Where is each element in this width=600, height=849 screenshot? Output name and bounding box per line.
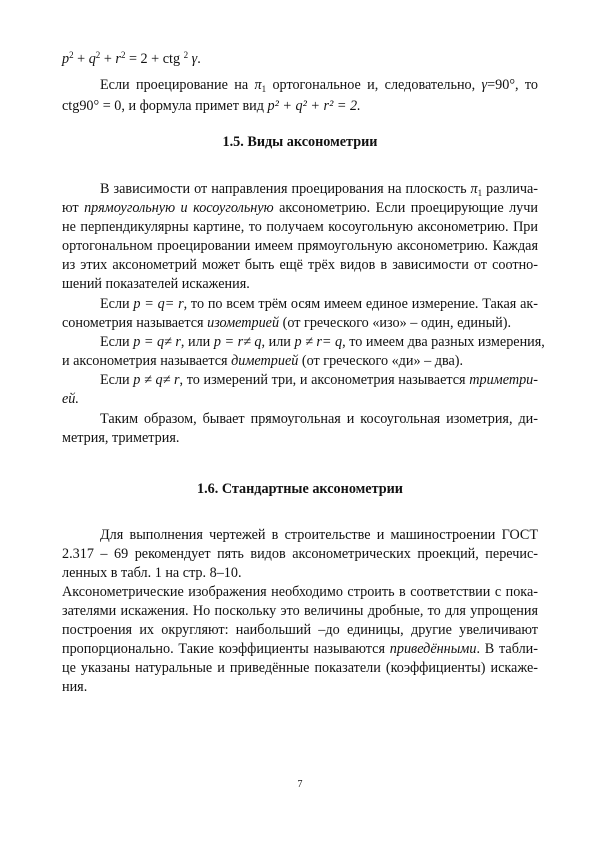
intro-line-1 bbox=[100, 76, 538, 95]
s16-p2-line-3: построения их округляют: наибольший –до единицы, другие увеличивают bbox=[62, 622, 538, 638]
text: Если bbox=[100, 372, 134, 388]
pi: π bbox=[254, 77, 262, 93]
italic-term: p ≠ r= q bbox=[294, 334, 343, 350]
s15-p3-line-2 bbox=[62, 352, 538, 371]
italic-term: p = q= r bbox=[133, 296, 184, 312]
intro-line-2 bbox=[62, 97, 538, 116]
text: ортогональное и, следовательно, bbox=[266, 77, 482, 93]
italic-term: ей. bbox=[62, 391, 79, 407]
s15-p1-line-1 bbox=[100, 180, 538, 199]
s16-p2-line-5: це указаны натуральные и приведённые показатели (коэффициенты) искаже- bbox=[62, 660, 538, 676]
exp-2: 2 bbox=[183, 50, 189, 60]
italic-term: триметри- bbox=[469, 372, 539, 388]
text: Если bbox=[100, 334, 134, 350]
gamma: γ bbox=[481, 77, 488, 93]
text: , то имеем два разных измерения, bbox=[342, 334, 545, 350]
plus: + bbox=[73, 51, 89, 67]
italic-term: приведёнными bbox=[389, 641, 477, 657]
text: =90°, то bbox=[487, 77, 538, 93]
text: . В табли- bbox=[476, 641, 538, 657]
text: Если проецирование на bbox=[100, 77, 255, 93]
italic-term: прямоугольную и косоугольную bbox=[84, 200, 274, 216]
text: , или bbox=[180, 334, 214, 350]
italic-term: p ≠ q≠ r bbox=[133, 372, 180, 388]
text: (от греческого «ди» – два). bbox=[298, 353, 464, 369]
text: сонометрия называется bbox=[62, 315, 208, 331]
section-1-5-heading: 1.5. Виды аксонометрии bbox=[222, 134, 378, 150]
text: различа- bbox=[482, 181, 538, 197]
italic-term: p = q≠ r bbox=[133, 334, 181, 350]
formula-q: q bbox=[88, 51, 96, 67]
s16-p2-line-4 bbox=[62, 640, 538, 659]
exp-2: 2 bbox=[120, 50, 126, 60]
exp-2: 2 bbox=[95, 50, 101, 60]
pi: π bbox=[470, 181, 478, 197]
text: и аксонометрия называется bbox=[62, 353, 232, 369]
text: , или bbox=[261, 334, 295, 350]
s16-p2-line-1: Аксонометрические изображения необходимо строить в соответствии с пока- bbox=[62, 584, 538, 600]
s15-p2-line-1 bbox=[100, 295, 538, 314]
s16-p2-line-6: ния. bbox=[62, 679, 88, 695]
italic-term: диметрией bbox=[231, 353, 299, 369]
dot: . bbox=[197, 51, 201, 67]
s16-p1-line-1: Для выполнения чертежей в строительстве и машиностроении ГОСТ bbox=[100, 527, 538, 543]
s15-p4-line-2 bbox=[62, 390, 538, 409]
s15-p5-line-1: Таким образом, бывает прямоугольная и косоугольная изометрия, ди- bbox=[100, 411, 538, 427]
text: (от греческого «изо» – один, единый). bbox=[279, 315, 511, 331]
s15-p1-line-5: из этих аксонометрий может быть ещё трёх видов в зависимости от соотно- bbox=[62, 257, 538, 273]
s16-p2-line-2: зателями искажения. Но поскольку это величины дробные, то для упрощения bbox=[62, 603, 538, 619]
formula: p² + q² + r² = 2. bbox=[267, 98, 361, 114]
text: аксонометрию. Если проецирующие лучи bbox=[273, 200, 538, 216]
formula-r: r bbox=[115, 51, 121, 67]
s15-p1-line-3: не перпендикулярны картине, то получаем косоугольную аксонометрию. При bbox=[62, 219, 538, 235]
page-number: 7 bbox=[297, 779, 303, 790]
s15-p2-line-2 bbox=[62, 314, 538, 333]
s15-p5-line-2: метрия, триметрия. bbox=[62, 430, 180, 446]
s16-p1-line-2: 2.317 – 69 рекомендует пять видов аксонометрических проекций, перечис- bbox=[62, 546, 538, 562]
italic-term: p = r≠ q bbox=[213, 334, 262, 350]
formula-p: p bbox=[62, 51, 70, 67]
text: , то по всем трём осям имеем единое измерение. Такая ак- bbox=[183, 296, 538, 312]
text: Если bbox=[100, 296, 134, 312]
s15-p1-line-2 bbox=[62, 199, 538, 218]
s16-p1-line-3: ленных в табл. 1 на стр. 8–10. bbox=[62, 565, 242, 581]
italic-term: изометрией bbox=[207, 315, 280, 331]
formula-line bbox=[62, 50, 538, 69]
text: ctg90° = 0, и формула примет вид bbox=[62, 98, 268, 114]
plus: + bbox=[100, 51, 116, 67]
gamma: γ bbox=[191, 51, 198, 67]
exp-2: 2 bbox=[69, 50, 74, 60]
s15-p1-line-6: шений показателей искажения. bbox=[62, 276, 250, 292]
s15-p4-line-1 bbox=[100, 371, 538, 390]
s15-p3-line-1 bbox=[100, 333, 545, 352]
section-1-6-heading: 1.6. Стандартные аксонометрии bbox=[197, 481, 403, 497]
subscript: 1 bbox=[477, 188, 483, 198]
text: В зависимости от направления проецирования на плоскость bbox=[100, 181, 471, 197]
text: , то измерений три, и аксонометрия называется bbox=[179, 372, 470, 388]
equals-ctg: = 2 + ctg bbox=[125, 51, 184, 67]
text: ют bbox=[62, 200, 85, 216]
text: пропорционально. Такие коэффициенты называются bbox=[62, 641, 390, 657]
subscript: 1 bbox=[261, 84, 267, 94]
s15-p1-line-4: ортогональном проецировании имеем прямоугольную аксонометрию. Каждая bbox=[62, 238, 538, 254]
